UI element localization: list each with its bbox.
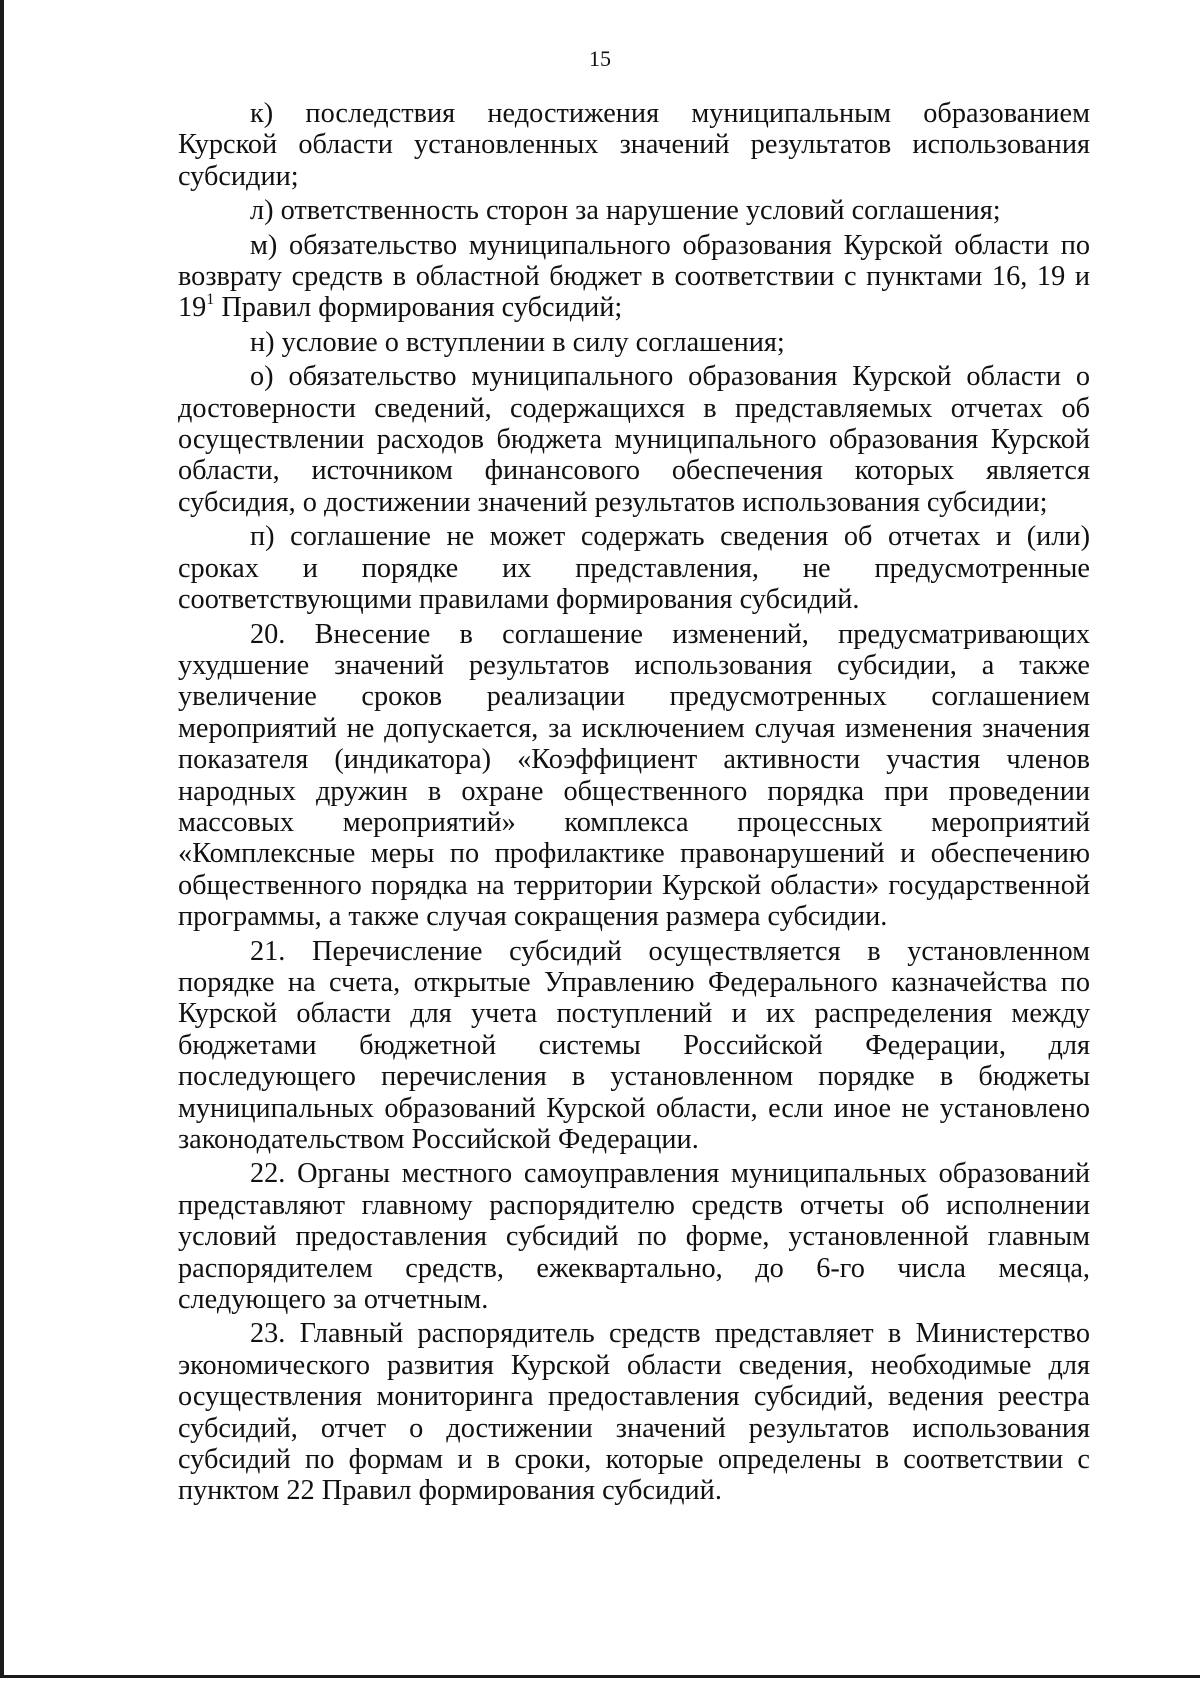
paragraph-k: к) последствия недостижения муниципальным образованием Курской области установленных значений результатов использования субсидии;: [178, 98, 1090, 192]
paragraph-n: н) условие о вступлении в силу соглашения;: [250, 326, 785, 358]
paragraph-p: п) соглашение не может содержать сведения об отчетах и (или) сроках и порядке их представления, не предусмотренные соответствующими правилами формирования субсидий.: [178, 521, 1090, 616]
paragraph-22: 22. Органы местного самоуправления муниципальных образований представляют главному распорядителю средств отчеты об исполнении условий предоставления субсидий по форме, установленной главным распорядителем средств, ежеквартально, до 6-го числа месяца, следующего за отчетным.: [178, 1158, 1090, 1316]
paragraph-o: о) обязательство муниципального образования Курской области о достоверности сведений, содержащихся в представляемых отчетах об осуществлении расходов бюджета муниципального образования Курской области, источником финансового обеспечения которых является субсидия, о достижении значений результатов использования субсидии;: [178, 361, 1090, 518]
paragraph-m-tail: Правил формирования субсидий;: [214, 292, 623, 324]
paragraph-20: 20. Внесение в соглашение изменений, предусматривающих ухудшение значений результатов использования субсидии, а также увеличение сроков реализации предусмотренных соглашением мероприятий не допускается, за исключением случая изменения значения показателя (индикатора) «Коэффициент активности участия членов народных дружин в охране общественного порядка при проведении массовых мероприятий» комплекса процессных мероприятий «Комплексные меры по профилактике правонарушений и обеспечению общественного порядка на территории Курской области» государственной программы, а также случая сокращения размера субсидии.: [178, 618, 1090, 933]
document-body: [178, 98, 1090, 1507]
scan-bottom-edge: [0, 1675, 1200, 1706]
paragraph-m-superscript: 1: [206, 291, 215, 309]
paragraph-l: л) ответственность сторон за нарушение условий соглашения;: [250, 195, 1001, 227]
paragraph-23: 23. Главный распорядитель средств представляет в Министерство экономического развития Курской области сведения, необходимые для осуществления мониторинга предоставления субсидий, ведения реестра субсидий, отчет о достижении значений результатов использования субсидий по формам и в сроки, которые определены в соответствии с пунктом 22 Правил формирования субсидий.: [178, 1318, 1090, 1507]
paragraph-m: [178, 230, 1090, 324]
page-number: 15: [589, 46, 611, 71]
scan-left-edge: [0, 0, 4, 1675]
paragraph-21: 21. Перечисление субсидий осуществляется в установленном порядке на счета, открытые Управлению Федерального казначейства по Курской области для учета поступлений и их распределения между бюджетами бюджетной системы Российской Федерации, для последующего перечисления в установленном порядке в бюджеты муниципальных образований Курской области, если иное не установлено законодательством Российской Федерации.: [178, 935, 1090, 1155]
paragraph-m-number: 19: [178, 292, 207, 324]
paragraph-m-text: м) обязательство муниципального образования Курской области по возврату средств в областной бюджет в соответствии с пунктами 16, 19 и: [178, 229, 1090, 293]
